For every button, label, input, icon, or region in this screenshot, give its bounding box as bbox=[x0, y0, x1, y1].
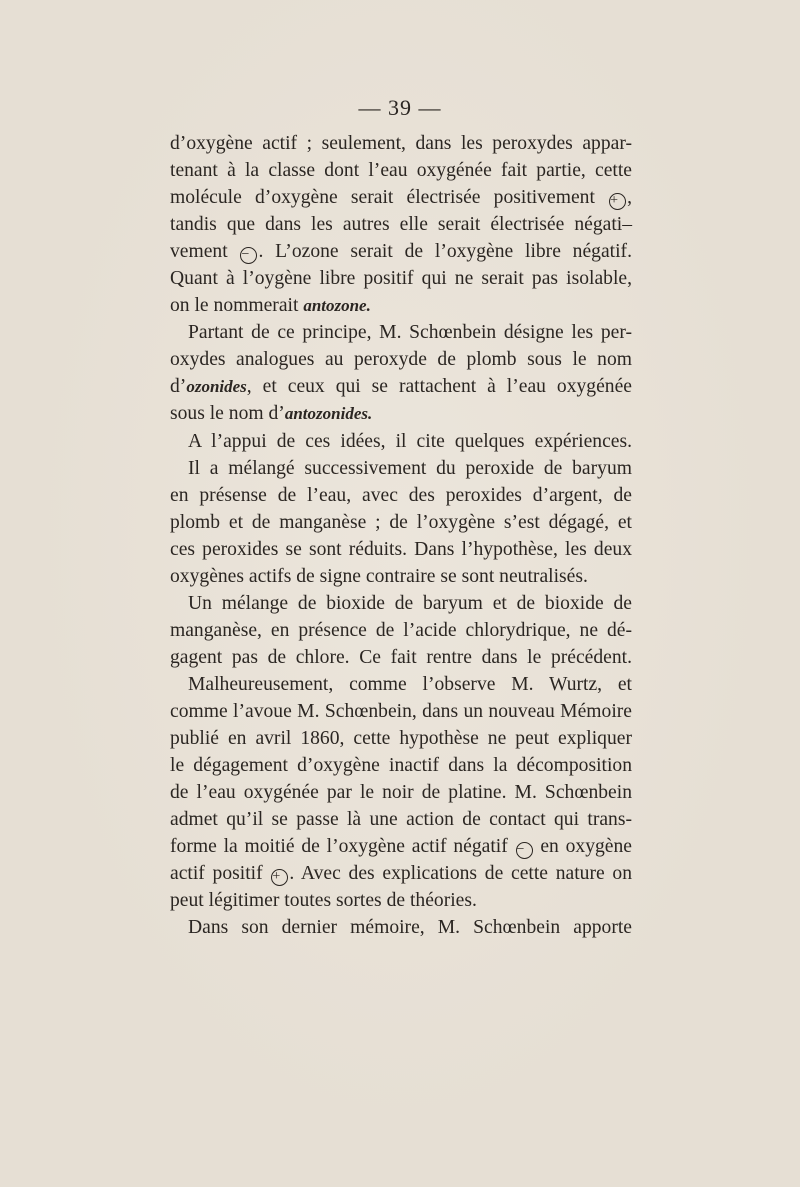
text-line: en présense de l’eau, avec des peroxides d’argent, de bbox=[170, 484, 632, 506]
text-line: molécule d’oxygène serait électrisée positivement + , bbox=[170, 187, 632, 209]
negative-charge-symbol: − bbox=[516, 842, 533, 859]
text-line: on le nommerait antozone. bbox=[170, 295, 371, 317]
text-line: actif positif + . Avec des explications de cette nature on bbox=[170, 863, 633, 885]
text-line: Partant de ce principe, M. Schœnbein désigne les per- bbox=[188, 322, 632, 344]
text-line: d’ozonides, et ceux qui se rattachent à l’eau oxygénée bbox=[170, 376, 632, 398]
positive-charge-symbol: + bbox=[609, 193, 626, 210]
text-line: oxydes analogues au peroxyde de plomb sous le nom bbox=[170, 349, 632, 371]
text-line: manganèse, en présence de l’acide chlorydrique, ne dé- bbox=[170, 619, 632, 641]
positive-charge-symbol: + bbox=[271, 869, 288, 886]
text-line: tenant à la classe dont l’eau oxygénée fait partie, cette bbox=[170, 160, 632, 182]
text-line: Dans son dernier mémoire, M. Schœnbein apporte bbox=[188, 917, 632, 939]
text-line: forme la moitié de l’oxygène actif négatif − en oxygène bbox=[170, 836, 632, 858]
text-line: sous le nom d’antozonides. bbox=[170, 403, 373, 425]
italic-term: antozone. bbox=[303, 296, 371, 316]
text-line: oxygènes actifs de signe contraire se sont neutralisés. bbox=[170, 565, 588, 587]
text-line: peut légitimer toutes sortes de théories. bbox=[170, 890, 477, 912]
text-line: d’oxygène actif ; seulement, dans les peroxydes appar- bbox=[170, 133, 632, 154]
text-line: vement − . L’ozone serait de l’oxygène libre négatif. bbox=[170, 241, 632, 263]
text-line: de l’eau oxygénée par le noir de platine. M. Schœnbein bbox=[170, 782, 632, 804]
text-line: le dégagement d’oxygène inactif dans la décomposition bbox=[170, 755, 632, 777]
text-line: Quant à l’oygène libre positif qui ne serait pas isolable, bbox=[170, 268, 632, 290]
body-text bbox=[170, 130, 632, 941]
negative-charge-symbol: − bbox=[240, 247, 257, 264]
text-line: ces peroxides se sont réduits. Dans l’hypothèse, les deux bbox=[170, 538, 632, 560]
text-line: tandis que dans les autres elle serait électrisée négati– bbox=[170, 214, 632, 236]
text-line: comme l’avoue M. Schœnbein, dans un nouveau Mémoire bbox=[170, 700, 632, 722]
italic-term: antozonides. bbox=[284, 404, 373, 424]
text-line: Un mélange de bioxide de baryum et de bioxide de bbox=[188, 592, 632, 614]
italic-term: ozonides bbox=[186, 377, 247, 397]
text-line: admet qu’il se passe là une action de contact qui trans- bbox=[170, 809, 632, 831]
page-number: — 39 — bbox=[358, 95, 442, 120]
text-line: Il a mélangé successivement du peroxide de baryum bbox=[188, 457, 632, 479]
text-line: A l’appui de ces idées, il cite quelques expériences. bbox=[188, 430, 632, 452]
text-line: publié en avril 1860, cette hypothèse ne peut expliquer bbox=[170, 728, 632, 750]
text-line: gagent pas de chlore. Ce fait rentre dans le précédent. bbox=[170, 646, 632, 668]
text-line: plomb et de manganèse ; de l’oxygène s’est dégagé, et bbox=[170, 511, 632, 533]
text-line: Malheureusement, comme l’observe M. Wurtz, et bbox=[188, 673, 632, 695]
